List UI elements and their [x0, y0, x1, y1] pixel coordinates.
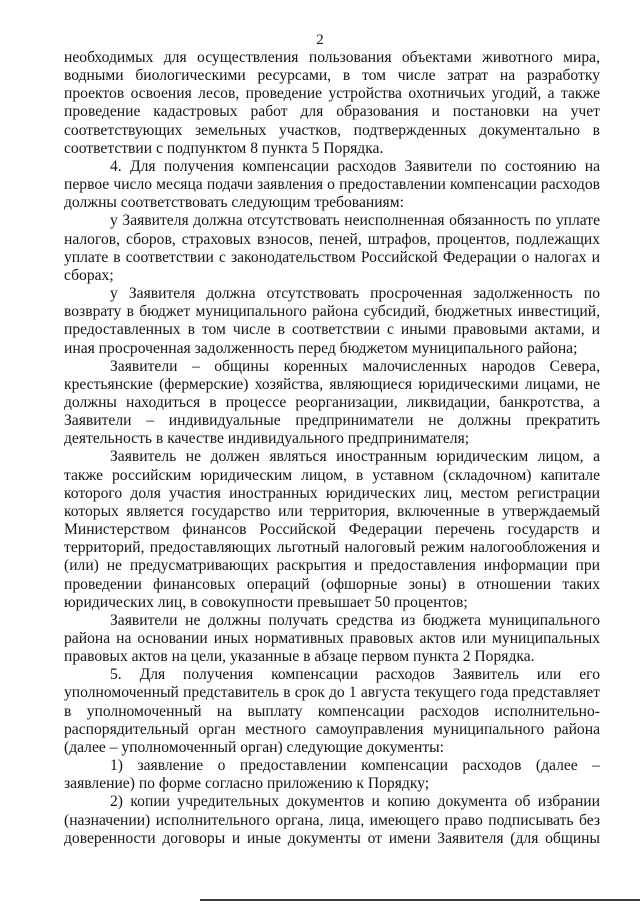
paragraph-document-2: 2) копии учредительных документов и копию документа об избрании (назначении) исполнительного органа, лица, имеющего право подписывать без доверенности договоры и иные документы от имени Заявителя (для общины: [64, 793, 600, 847]
paragraph-item-5: 5. Для получения компенсации расходов Заявитель или его уполномоченный представитель в срок до 1 августа текущего года представляет в уполномоченный на выплату компенсации расходов исполнительно-распорядительный орган местного самоуправления муниципального района (далее – уполномоченный орган) следующие документы:: [64, 666, 600, 756]
paragraph-continuation: необходимых для осуществления пользования объектами животного мира, водными биологическими ресурсами, в том числе затрат на разработку проектов освоения лесов, проведение устройства охотничьих угодий, а также проведение кадастровых работ для образования и постановки на учет соответствующих земельных участков, подтвержденных документально в соответствии с подпунктом 8 пункта 5 Порядка.: [64, 49, 600, 157]
paragraph-requirement-reorganization: Заявители – общины коренных малочисленных народов Севера, крестьянские (фермерские) хозяйства, являющиеся юридическими лицами, не должны находиться в процессе реорганизации, ликвидации, банкротства, а Заявители – индивидуальные предприниматели не должны прекратить деятельность в качестве индивидуального предпринимателя;: [64, 357, 600, 448]
paragraph-requirement-budget-debt: у Заявителя должна отсутствовать просроченная задолженность по возврату в бюджет муниципального района субсидий, бюджетных инвестиций, предоставленных в том числе в соответствии с иными правовыми актами, и иная просроченная задолженность перед бюджетом муниципального района;: [64, 285, 600, 357]
document-body: [64, 49, 600, 848]
page-number: 2: [316, 32, 324, 48]
paragraph-requirement-taxes: у Заявителя должна отсутствовать неисполненная обязанность по уплате налогов, сборов, страховых взносов, пеней, штрафов, процентов, подлежащих уплате в соответствии с законодательством Российской Федерации о налогах и сборах;: [64, 212, 600, 284]
scan-edge-line: [200, 899, 640, 901]
paragraph-document-1: 1) заявление о предоставлении компенсации расходов (далее – заявление) по форме согласно приложению к Порядку;: [64, 757, 600, 793]
paragraph-requirement-foreign-entity: Заявитель не должен являться иностранным юридическим лицом, а также российским юридическим лицом, в уставном (складочном) капитале которого доля участия иностранных юридических лиц, местом регистрации которых является государство или территория, включенные в утверждаемый Министерством финансов Российской Федерации перечень государств и территорий, предоставляющих льготный налоговый режим налогообложения и (или) не предусматривающих раскрытия и предоставления информации при проведении финансовых операций (офшорные зоны) в отношении таких юридических лиц, в совокупности превышает 50 процентов;: [64, 448, 600, 611]
paragraph-item-4: 4. Для получения компенсации расходов Заявители по состоянию на первое число месяца подачи заявления о предоставлении компенсации расходов должны соответствовать следующим требованиям:: [64, 157, 600, 212]
paragraph-requirement-other-funding: Заявители не должны получать средства из бюджета муниципального района на основании иных нормативных правовых актов или муниципальных правовых актов на цели, указанные в абзаце первом пункта 2 Порядка.: [64, 611, 600, 666]
